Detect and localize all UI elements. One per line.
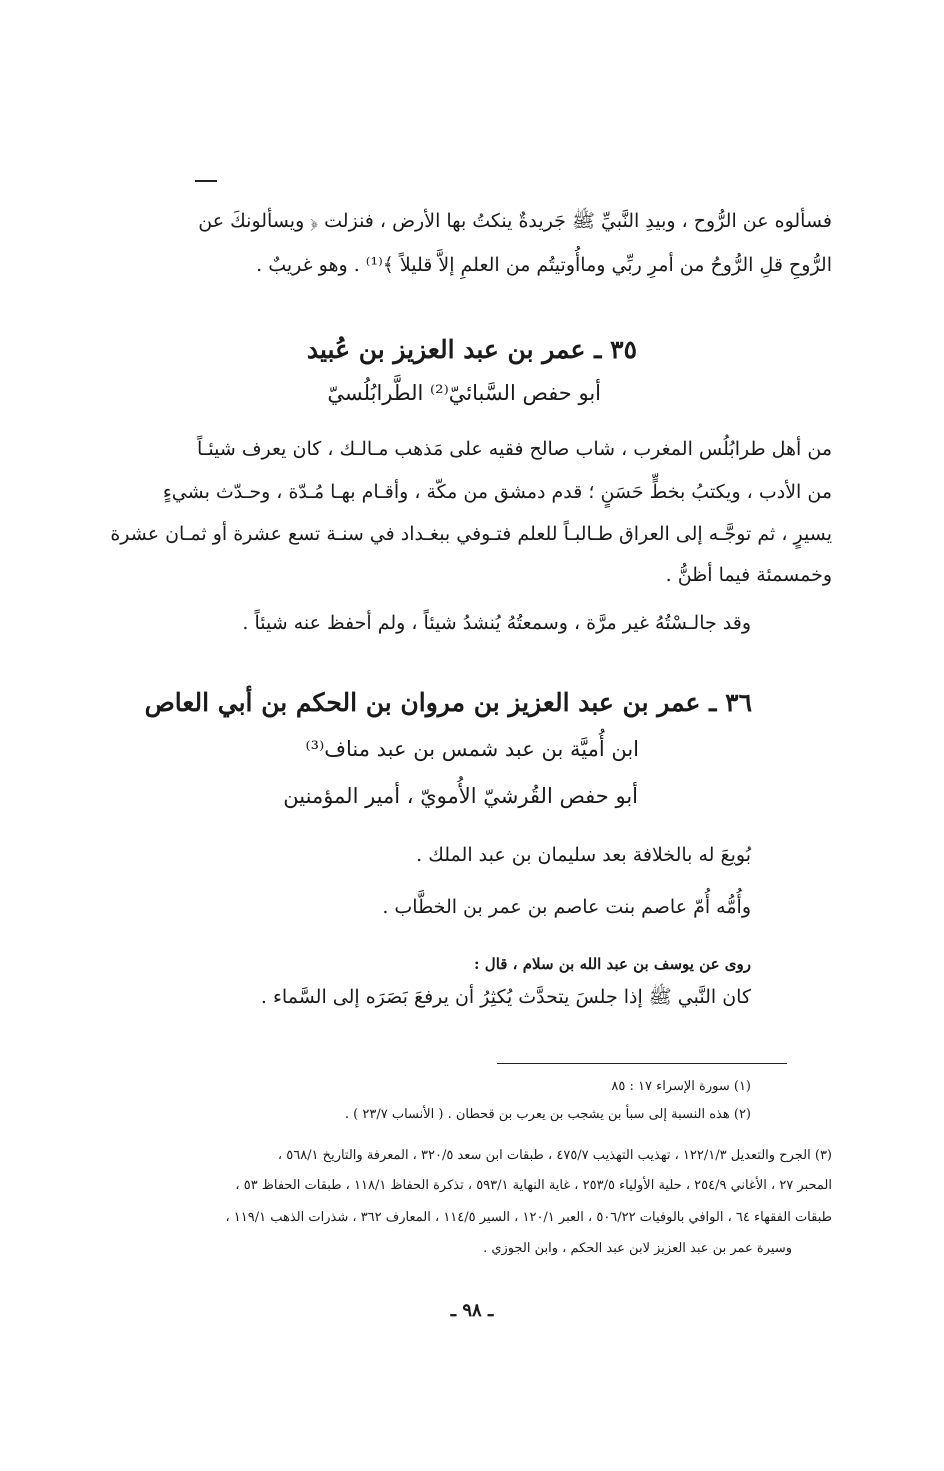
footnote-3-line4: وسيرة عمر بن عبد العزيز لابن عبد الحكم ، وابن الجوزي . — [483, 1241, 792, 1256]
entry-36-narration: كان النَّبي ﷺ إذا جلسَ يتحدَّث يُكثِرُ أن يرفعَ بَصَرَه إلى السَّماء . — [260, 986, 751, 1008]
entry-35-para1-line3: يسيرٍ ، ثم توجَّـه إلى العراق طـالبـاً للعلم فتـوفي ببغـداد في سنـة تسع عشرة أو ثمـان عشرة — [110, 523, 832, 545]
entry-36-line2: وأُمُّه أُمّ عاصم بنت عاصم بن عمر بن الخطَّاب . — [382, 896, 751, 918]
entry-35-para1-line1: من أهل طرابُلُس المغرب ، شاب صالح فقيه على مَذهب مـالـك ، كان يعرف شيئـاً — [197, 438, 832, 460]
intro-line-1: فسألوه عن الرُّوح ، وبيدِ النَّبيِّ ﷺ جَريدةٌ ينكتُ بها الأرض ، فنزلت ﴿ ويسألونكَ عن — [198, 210, 832, 232]
entry-36-title: ٣٦ ـ عمر بن عبد العزيز بن مروان بن الحكم بن أبي العاص — [144, 688, 752, 717]
entry-36-lineage: ابن أُميَّة بن عبد شمس بن عبد مناف⁽³⁾ — [305, 737, 639, 761]
intro-line-2: الرُّوحِ قلِ الرُّوحُ من أمرِ ربِّي وماأُوتيتُم من العلمِ إلاَّ قليلاً ﴾⁽¹⁾ . وهو غريبٌ . — [256, 254, 832, 276]
entry-36-narration-intro: روى عن يوسف بن عبد الله بن سلام ، قال : — [474, 955, 751, 973]
entry-35-para1-line4: وخمسمئة فيما أظنُّ . — [665, 564, 832, 586]
footnote-2: (٢) هذه النسبة إلى سبأ بن يشجب بن يعرب بن قحطان . ( الأنساب ٢٣/٧ ) . — [344, 1107, 751, 1122]
entry-35-kunya: أبو حفص السَّبائيّ⁽²⁾ الطَّرابُلُسيّ — [327, 381, 601, 405]
page-number: ـ ٩٨ ـ — [450, 1300, 494, 1321]
footnote-3-line1: (٣) الجرح والتعديل ١٢٢/١/٣ ، تهذيب التهذيب ٤٧٥/٧ ، طبقات ابن سعد ٣٢٠/٥ ، المعرفة والتاريخ ٥٦٨/١ ، — [277, 1148, 832, 1163]
top-margin-mark — [195, 180, 217, 182]
entry-36-line1: بُويعَ له بالخلافة بعد سليمان بن عبد الملك . — [416, 844, 751, 866]
entry-36-kunya: أبو حفص القُرشيّ الأُمويّ ، أمير المؤمنين — [283, 784, 638, 808]
footnote-separator — [497, 1063, 787, 1064]
entry-35-para2: وقد جالـسْتُهُ غير مرَّة ، وسمعتُهُ يُنشدُ شيئاً ، ولم أحفظ عنه شيئاً . — [242, 612, 751, 634]
footnote-3-line2: المحبر ٢٧ ، الأغاني ٢٥٤/٩ ، حلية الأولياء ٢٥٣/٥ ، غاية النهاية ٥٩٣/١ ، تذكرة الحفاظ ١١٨/١ ، طبقات الحفاظ ٥٣ ، — [235, 1178, 832, 1193]
footnote-3-line3: طبقات الفقهاء ٦٤ ، الوافي بالوفيات ٥٠٦/٢٢ ، العبر ١٢٠/١ ، السير ١١٤/٥ ، المعارف ٣٦٢ ، شذرات الذهب ١١٩/١ ، — [225, 1210, 832, 1225]
footnote-1: (١) سورة الإسراء ١٧ : ٨٥ — [611, 1079, 751, 1094]
entry-35-para1-line2: من الأدب ، ويكتبُ بخطٍّ حَسَنٍ ؛ قدم دمشق من مكّة ، وأقـام بهـا مُـدّة ، وحـدّث بشيءٍ — [162, 481, 832, 503]
entry-35-title: ٣٥ ـ عمر بن عبد العزيز بن عُبيد — [306, 335, 637, 364]
